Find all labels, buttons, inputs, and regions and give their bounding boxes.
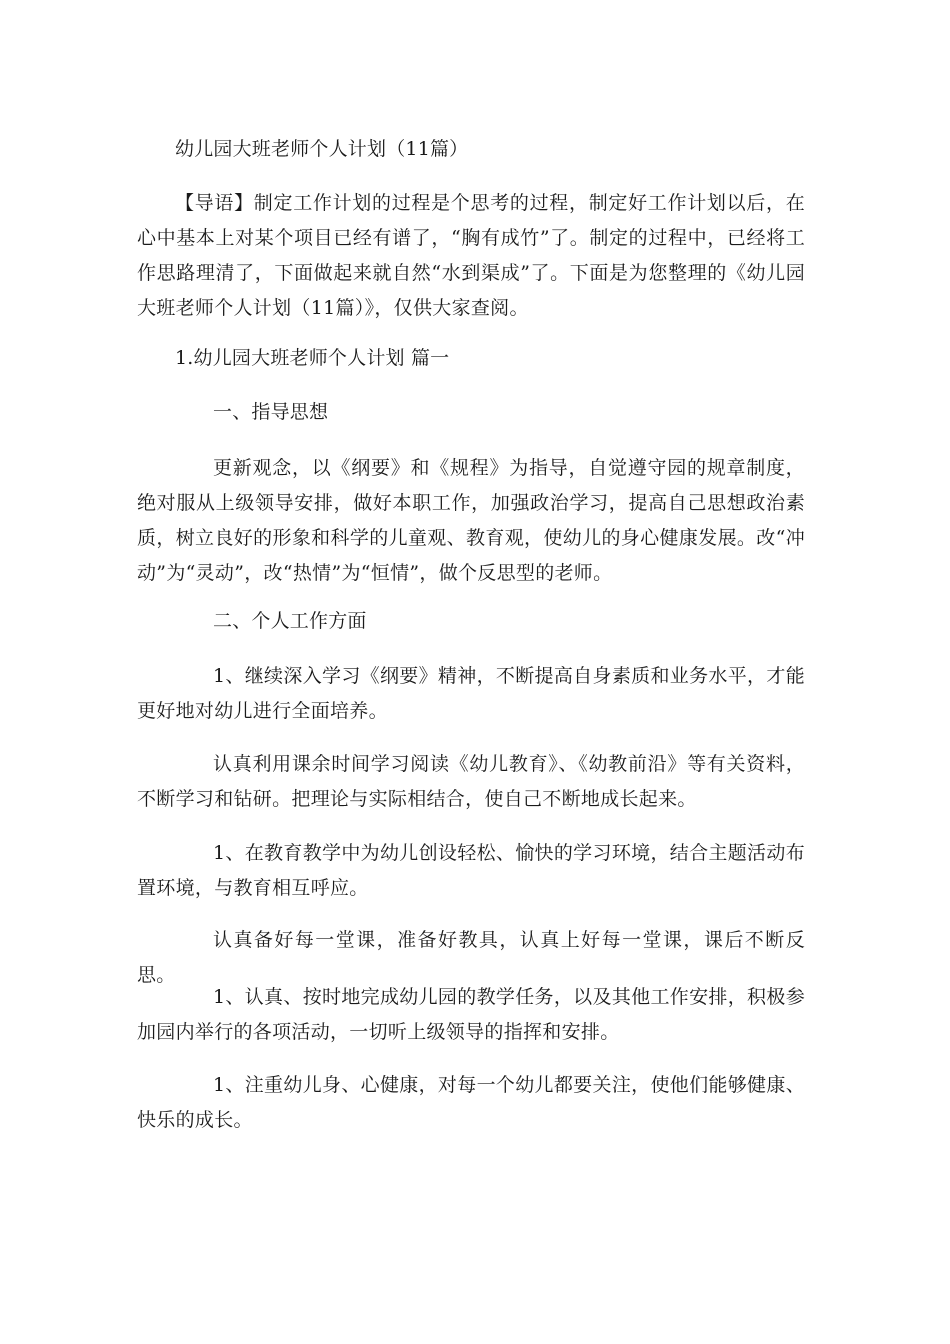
work-item-paragraph: 1、继续深入学习《纲要》精神，不断提高自身素质和业务水平，才能更好地对幼儿进行全面培养。 xyxy=(137,665,805,722)
intro-paragraph: 【导语】制定工作计划的过程是个思考的过程，制定好工作计划以后，在心中基本上对某个项目已经有谱了，“胸有成竹”了。制定的过程中，已经将工作思路理清了，下面做起来就自然“水到渠成”了。下面是为您整理的《幼儿园大班老师个人计划（11篇）》，仅供大家查阅。 xyxy=(137,192,805,319)
work-item-paragraph: 认真利用课余时间学习阅读《幼儿教育》、《幼教前沿》等有关资料，不断学习和钻研。把理论与实际相结合，使自己不断地成长起来。 xyxy=(137,753,805,810)
section-heading: 1.幼儿园大班老师个人计划 篇一 xyxy=(175,347,450,369)
guiding-thought-paragraph: 更新观念，以《纲要》和《规程》为指导，自觉遵守园的规章制度，绝对服从上级领导安排，做好本职工作，加强政治学习，提高自己思想政治素质，树立良好的形象和科学的儿童观、教育观，使幼儿的身心健康发展。改“冲动”为“灵动”，改“热情”为“恒情”，做个反思型的老师。 xyxy=(137,457,805,584)
document-title: 幼儿园大班老师个人计划（11篇） xyxy=(175,138,469,160)
work-item-paragraph: 1、认真、按时地完成幼儿园的教学任务，以及其他工作安排，积极参加园内举行的各项活动，一切听上级领导的指挥和安排。 xyxy=(137,986,805,1043)
part-heading-personal-work: 二、个人工作方面 xyxy=(213,610,367,632)
work-item-paragraph: 1、在教育教学中为幼儿创设轻松、愉快的学习环境，结合主题活动布置环境，与教育相互呼应。 xyxy=(137,842,805,899)
part-heading-guiding-thought: 一、指导思想 xyxy=(213,401,329,423)
work-item-paragraph: 认真备好每一堂课，准备好教具，认真上好每一堂课，课后不断反思。 xyxy=(137,929,805,986)
work-item-paragraph: 1、注重幼儿身、心健康，对每一个幼儿都要关注，使他们能够健康、快乐的成长。 xyxy=(137,1074,805,1131)
